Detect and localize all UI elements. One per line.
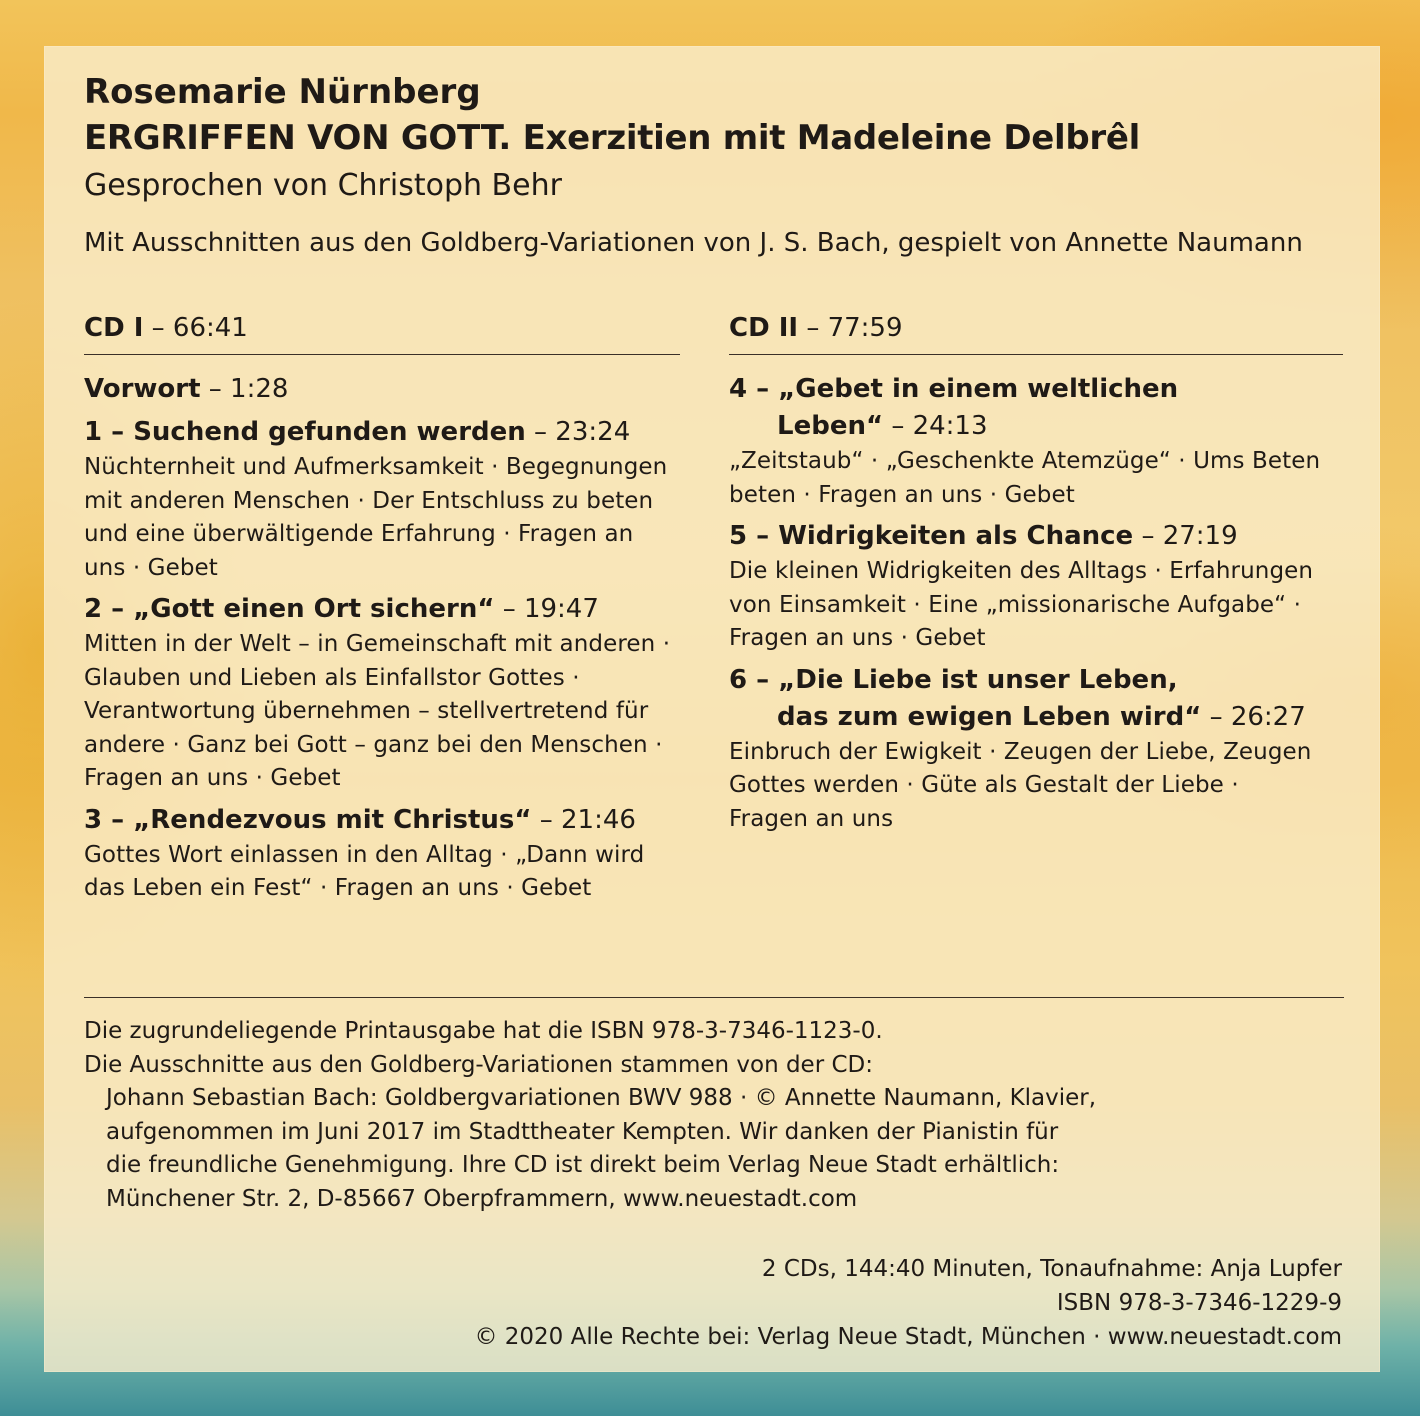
- track-time: – 23:24: [534, 417, 631, 447]
- track-title: 2 – „Gott einen Ort sichern“: [84, 594, 495, 624]
- description-line: Fragen an uns · Gebet: [84, 765, 341, 791]
- cd1-label: CD I: [84, 313, 144, 343]
- track-time: – 24:13: [891, 411, 988, 441]
- track-time: – 1:28: [208, 374, 289, 404]
- description-line: Nüchternheit und Aufmerksamkeit · Begegnungen: [84, 454, 668, 480]
- note-line: Johann Sebastian Bach: Goldbergvariationen BWV 988 · © Annette Naumann, Klavier,: [106, 1085, 1097, 1111]
- cd2-heading: [729, 310, 1344, 346]
- track-3: [84, 802, 684, 839]
- description-line: Fragen an uns · Gebet: [729, 625, 986, 651]
- description-line: Einbruch der Ewigkeit · Zeugen der Liebe, Zeugen: [729, 738, 1312, 765]
- track-time: – 19:47: [502, 594, 599, 624]
- track-6: [729, 662, 1344, 736]
- track-3-description: [84, 839, 684, 906]
- description-line: uns · Gebet: [84, 554, 218, 581]
- note-line: Münchener Str. 2, D-85667 Oberpframmern, www.neuestadt.com: [106, 1185, 858, 1212]
- description-line: Glauben und Lieben als Einfallstor Gottes ·: [84, 664, 580, 691]
- track-5-description: [729, 555, 1344, 656]
- author-name: Rosemarie Nürnberg: [84, 72, 481, 112]
- music-note: Mit Ausschnitten aus den Goldberg-Variationen von J. S. Bach, gespielt von Annette Naumann: [84, 228, 1303, 258]
- note-line: die freundliche Genehmigung. Ihre CD ist direkt beim Verlag Neue Stadt erhältlich:: [106, 1152, 1060, 1178]
- album-title: ERGRIFFEN VON GOTT. Exerzitien mit Madeleine Delbrêl: [84, 118, 1140, 158]
- track-4: [729, 371, 1344, 445]
- note-line: aufgenommen im Juni 2017 im Stadttheater Kempten. Wir danken der Pianistin für: [106, 1118, 1059, 1145]
- description-line: und eine überwältigende Erfahrung · Fragen an: [84, 521, 634, 547]
- track-4-description: [729, 445, 1344, 512]
- track-5: [729, 518, 1344, 555]
- track-2: [84, 591, 684, 628]
- description-line: „Zeitstaub“ · „Geschenkte Atemzüge“ · Ums Beten: [729, 448, 1321, 474]
- track-vorwort: [84, 371, 684, 408]
- cd2-duration: – 77:59: [806, 313, 903, 343]
- description-line: Die kleinen Widrigkeiten des Alltags · Erfahrungen: [729, 558, 1314, 584]
- description-line: andere · Ganz bei Gott – ganz bei den Menschen ·: [84, 731, 663, 758]
- description-line: Gottes Wort einlassen in den Alltag · „Dann wird: [84, 841, 645, 868]
- speaker-line: Gesprochen von Christoph Behr: [84, 168, 562, 203]
- track-6-description: [729, 736, 1344, 837]
- track-title: 6 – „Die Liebe ist unser Leben,: [729, 664, 1178, 695]
- description-line: Gottes werden · Güte als Gestalt der Liebe ·: [729, 772, 1239, 798]
- track-title: 4 – „Gebet in einem weltlichen: [729, 374, 1179, 404]
- cd2-divider: [729, 354, 1343, 355]
- production-credits: [474, 1252, 1342, 1354]
- description-line: das Leben ein Fest“ · Fragen an uns · Gebet: [84, 875, 592, 901]
- track-title-continued: Leben“: [777, 411, 884, 441]
- track-time: – 26:27: [1209, 701, 1306, 732]
- description-line: Fragen an uns: [729, 805, 894, 832]
- note-line: Die Ausschnitte aus den Goldberg-Variationen stammen von der CD:: [84, 1051, 873, 1078]
- description-line: von Einsamkeit · Eine „missionarische Aufgabe“ ·: [729, 591, 1302, 618]
- note-line: Die zugrundeliegende Printausgabe hat die ISBN 978-3-7346-1123-0.: [84, 1018, 883, 1044]
- cd2-label: CD II: [729, 313, 799, 343]
- copyright-line: © 2020 Alle Rechte bei: Verlag Neue Stadt, München · www.neuestadt.com: [474, 1324, 1342, 1350]
- track-time: – 27:19: [1141, 521, 1238, 551]
- isbn-line: ISBN 978-3-7346-1229-9: [1056, 1290, 1342, 1316]
- description-line: Verantwortung übernehmen – stellvertretend für: [84, 698, 649, 724]
- track-2-description: [84, 628, 684, 796]
- cd2-column: [729, 310, 1344, 840]
- track-1: [84, 414, 684, 451]
- cd1-heading: [84, 310, 684, 346]
- cd1-duration: – 66:41: [151, 313, 248, 343]
- description-line: beten · Fragen an uns · Gebet: [729, 481, 1075, 508]
- cd1-column: [84, 310, 684, 910]
- track-title: 5 – Widrigkeiten als Chance: [729, 521, 1134, 551]
- track-title: Vorwort: [84, 374, 201, 404]
- track-1-description: [84, 451, 684, 585]
- bottom-divider: [84, 997, 1344, 998]
- track-title: 1 – Suchend gefunden werden: [84, 417, 526, 447]
- source-notes: [84, 1015, 1096, 1216]
- track-title: 3 – „Rendezvous mit Christus“: [84, 804, 532, 835]
- track-time: – 21:46: [539, 804, 636, 835]
- track-title-continued: das zum ewigen Leben wird“: [777, 701, 1202, 732]
- cd1-divider: [84, 354, 680, 355]
- credits-line: 2 CDs, 144:40 Minuten, Tonaufnahme: Anja Lupfer: [761, 1256, 1342, 1282]
- description-line: Mitten in der Welt – in Gemeinschaft mit anderen ·: [84, 631, 671, 657]
- description-line: mit anderen Menschen · Der Entschluss zu beten: [84, 487, 654, 514]
